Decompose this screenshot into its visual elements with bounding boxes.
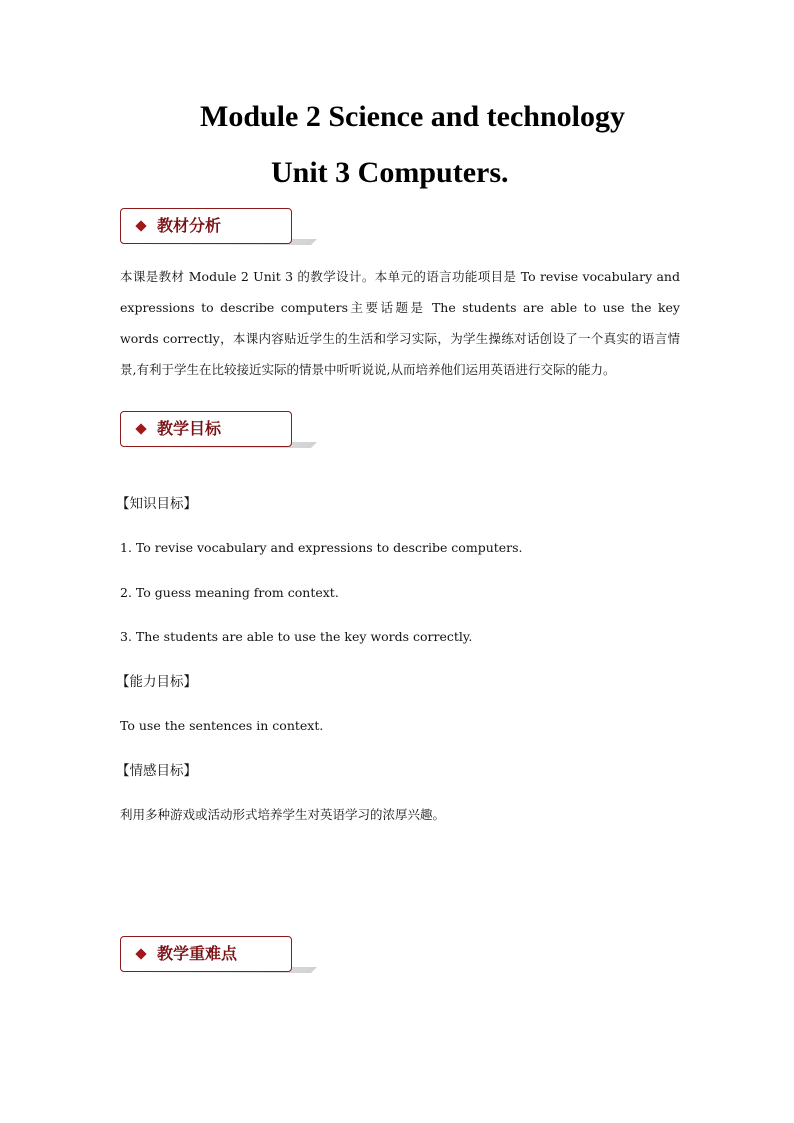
document-subtitle: Unit 3 Computers.: [271, 156, 509, 189]
section-label: 教材分析: [157, 216, 222, 235]
knowledge-heading: 【知识目标】: [116, 496, 197, 512]
knowledge-item: 3. The students are able to use the key words correctly.: [120, 629, 473, 644]
knowledge-item: 1. To revise vocabulary and expressions to describe computers.: [120, 540, 523, 555]
ability-text: To use the sentences in context.: [120, 718, 324, 733]
section-header-objectives: [120, 411, 292, 447]
emotion-heading: 【情感目标】: [116, 763, 197, 779]
section-label: 教学目标: [157, 419, 222, 438]
diamond-bullet-icon: [135, 220, 146, 231]
section-label: 教学重难点: [157, 944, 238, 963]
analysis-paragraph: 本课是教材 Module 2 Unit 3 的教学设计。本单元的语言功能项目是 To revise vocabulary and expressions to describe computers主要话题是 The students are able to use the key words correctly，本课内容贴近学生的生活和学习实际，为学生操练对话创设了一个真实的语言情景,有利于学生在比较接近实际的情景中听听说说,从而培养他们运用英语进行交际的能力。: [120, 269, 680, 377]
emotion-text: 利用多种游戏或活动形式培养学生对英语学习的浓厚兴趣。: [120, 807, 446, 822]
diamond-bullet-icon: [135, 948, 146, 959]
section-header-key-points: [120, 936, 292, 972]
ability-heading: 【能力目标】: [116, 674, 197, 690]
section-header-analysis: [120, 208, 292, 244]
diamond-bullet-icon: [135, 423, 146, 434]
document-title: Module 2 Science and technology: [200, 100, 625, 133]
knowledge-item: 2. To guess meaning from context.: [120, 585, 339, 600]
